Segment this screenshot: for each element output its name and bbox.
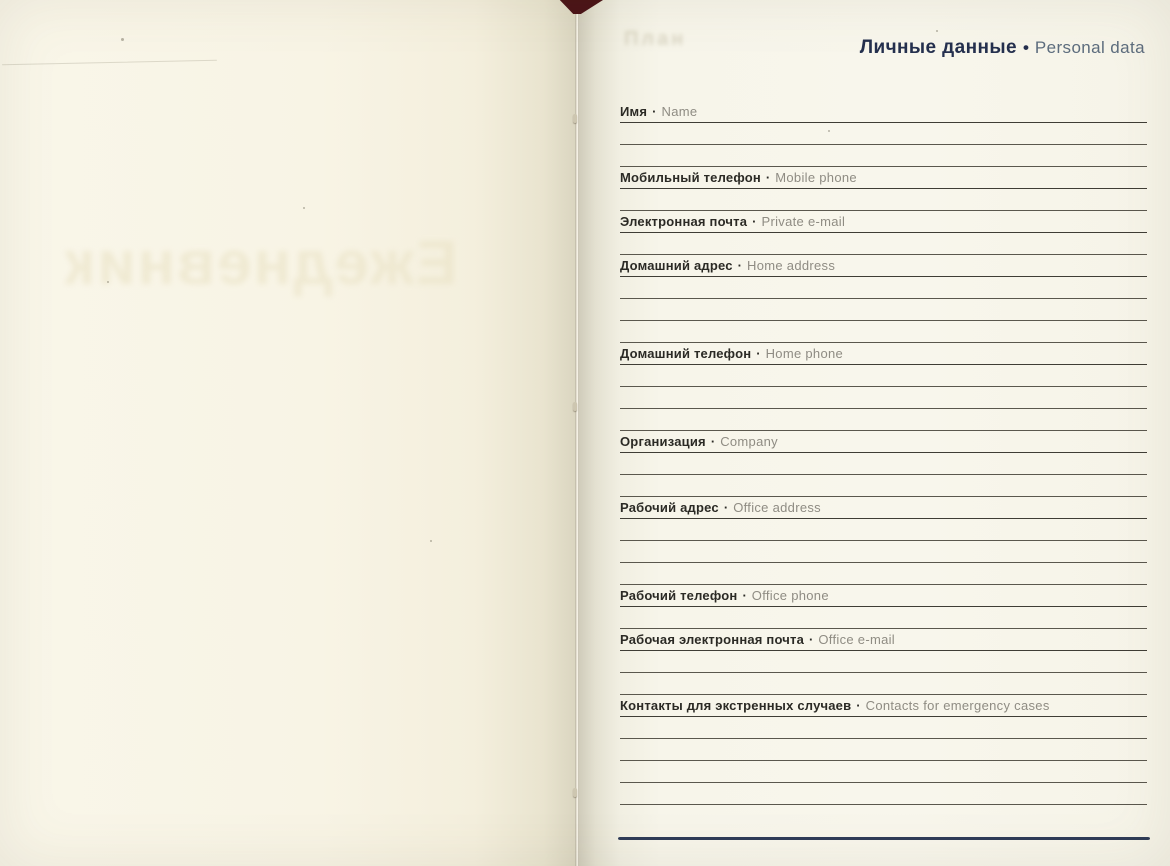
label-separator-dot: · [710, 434, 716, 449]
ruled-writing-line [620, 387, 1147, 409]
ruled-writing-line [620, 409, 1147, 431]
label-separator-dot: · [752, 214, 757, 229]
page-fold-crease [575, 0, 579, 866]
personal-data-page [578, 0, 1170, 866]
field-label-row [620, 695, 1147, 717]
ruled-writing-line [620, 651, 1147, 673]
dust-speck [121, 38, 124, 41]
field-label-row [620, 101, 1147, 123]
binding-stitch [573, 788, 577, 797]
bleedthrough-top-text: План [624, 28, 687, 50]
dust-speck [107, 281, 109, 283]
label-separator-dot: · [742, 588, 747, 603]
field-label-russian: Домашний адрес [620, 258, 733, 273]
field-label-row [620, 629, 1147, 651]
form-field [620, 255, 1147, 343]
ruled-writing-line [620, 453, 1147, 475]
field-label-russian: Имя [620, 104, 648, 119]
bleedthrough-left-title-text: Ежедневник [62, 229, 458, 298]
ruled-writing-line [620, 541, 1147, 563]
ruled-writing-line [620, 717, 1147, 739]
page-title-russian: Личные данные [859, 37, 1017, 58]
ruled-writing-line [620, 123, 1147, 145]
field-label-english: Home address [747, 258, 836, 273]
field-label-row [620, 167, 1147, 189]
form-field [620, 101, 1147, 167]
field-label-russian: Рабочий телефон [620, 588, 738, 603]
ruled-writing-line [620, 783, 1147, 805]
ruled-writing-line [620, 365, 1147, 387]
field-label-row [620, 343, 1147, 365]
field-label-row [620, 255, 1147, 277]
form-field [620, 585, 1147, 629]
field-label-row [620, 431, 1147, 453]
ruled-writing-line [620, 739, 1147, 761]
ruled-writing-line [620, 145, 1147, 167]
ruled-writing-line [620, 299, 1147, 321]
personal-data-form [620, 101, 1147, 805]
left-blank-page [0, 0, 578, 866]
label-separator-dot: · [737, 258, 743, 273]
form-field [620, 431, 1147, 497]
form-field [620, 167, 1147, 211]
field-label-row [620, 497, 1147, 519]
field-label-russian: Организация [620, 434, 706, 449]
field-label-english: Home phone [765, 346, 844, 361]
page-title-english: Personal data [1034, 38, 1145, 57]
label-separator-dot: · [809, 632, 814, 647]
ruled-writing-line [620, 277, 1147, 299]
ruled-writing-line [620, 233, 1147, 255]
form-field [620, 497, 1147, 585]
dust-speck [936, 30, 938, 32]
field-label-english: Name [661, 104, 698, 119]
form-field [620, 629, 1147, 695]
dust-speck [430, 540, 432, 542]
field-label-russian: Контакты для экстренных случаев [620, 698, 852, 713]
label-separator-dot: · [765, 170, 771, 185]
field-label-english: Office address [733, 500, 821, 515]
field-label-russian: Домашний телефон [620, 346, 752, 361]
field-label-english: Mobile phone [775, 170, 857, 185]
ruled-writing-line [620, 519, 1147, 541]
label-separator-dot: · [756, 346, 761, 361]
ruled-writing-line [620, 189, 1147, 211]
binding-stitch [573, 114, 577, 123]
field-label-english: Private e-mail [761, 214, 846, 229]
ruled-writing-line [620, 563, 1147, 585]
form-field [620, 211, 1147, 255]
field-label-russian: Мобильный телефон [620, 170, 761, 185]
form-field [620, 695, 1147, 805]
field-label-russian: Рабочая электронная почта [620, 632, 805, 647]
field-label-row [620, 211, 1147, 233]
ruled-writing-line [620, 475, 1147, 497]
dust-speck [303, 207, 305, 209]
label-separator-dot: · [723, 500, 729, 515]
field-label-english: Office phone [751, 588, 829, 603]
field-label-russian: Электронная почта [620, 214, 748, 229]
binding-stitch [573, 402, 577, 411]
label-separator-dot: · [856, 698, 861, 713]
field-label-row [620, 585, 1147, 607]
form-field [620, 343, 1147, 431]
ruled-writing-line [620, 673, 1147, 695]
title-separator-bullet: • [1022, 38, 1029, 57]
field-label-russian: Рабочий адрес [620, 500, 719, 515]
page-title [860, 36, 1145, 61]
field-label-english: Office e-mail [818, 632, 895, 647]
field-label-english: Contacts for emergency cases [865, 698, 1050, 713]
label-separator-dot: · [652, 104, 657, 119]
ruled-writing-line [620, 761, 1147, 783]
dust-speck [828, 130, 830, 132]
ruled-writing-line [620, 321, 1147, 343]
bottom-accent-rule [618, 837, 1150, 840]
field-label-english: Company [720, 434, 778, 449]
paper-scratch-mark [2, 60, 217, 66]
ruled-writing-line [620, 607, 1147, 629]
